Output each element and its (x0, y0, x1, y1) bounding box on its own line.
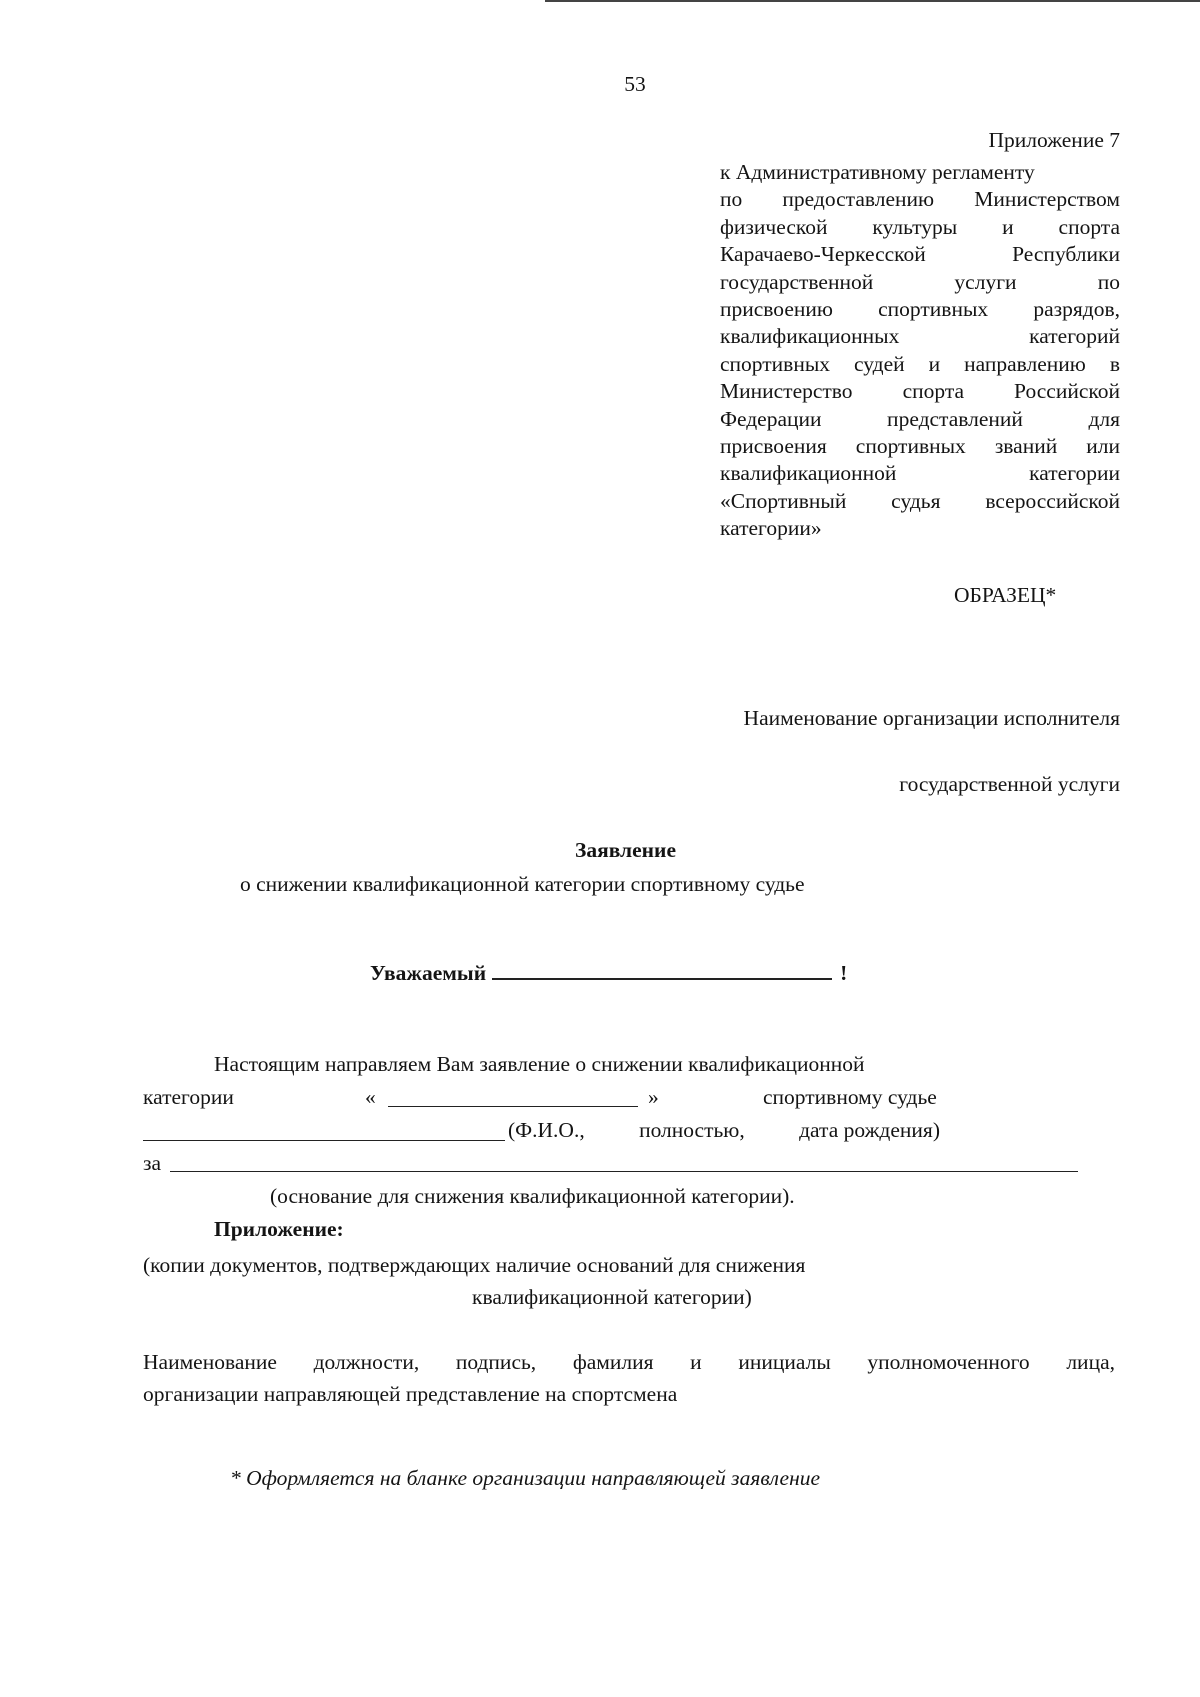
judge-text: спортивному судье (763, 1085, 937, 1109)
appendix-line: присвоению спортивных разрядов, (720, 296, 1120, 321)
basis-note: (основание для снижения квалификационной категории). (270, 1184, 795, 1208)
org-name-line-2: государственной услуги (899, 772, 1120, 796)
top-border-line (545, 0, 1200, 2)
body-text-line-1: Настоящим направляем Вам заявление о снижении квалификационной (214, 1052, 865, 1076)
appendix-line: квалификационной категории (720, 461, 1120, 486)
signature-line-2: организации направляющей представление на спортсмена (143, 1382, 678, 1406)
appendix-line: присвоения спортивных званий или (720, 433, 1120, 458)
appendix-line: физической культуры и спорта (720, 214, 1120, 239)
attachment-note-line-2: квалификационной категории) (472, 1285, 752, 1309)
appendix-title: Приложение 7 (988, 128, 1120, 152)
category-blank[interactable] (388, 1106, 638, 1107)
footnote: * Оформляется на бланке организации направляющей заявление (230, 1466, 821, 1490)
appendix-line: спортивных судей и направлению в (720, 351, 1120, 376)
appendix-line: к Административному регламенту (720, 160, 1035, 184)
sample-label: ОБРАЗЕЦ* (954, 583, 1057, 607)
category-label: категории (143, 1085, 234, 1109)
document-title: Заявление (575, 838, 676, 862)
appendix-line: категории» (720, 516, 822, 541)
appendix-line: Министерство спорта Российской (720, 379, 1120, 404)
attachment-label: Приложение: (214, 1217, 344, 1241)
basis-blank[interactable] (170, 1171, 1078, 1172)
fio-hint (508, 1118, 940, 1144)
za-label: за (143, 1151, 162, 1175)
appendix-line: по предоставлению Министерством (720, 187, 1120, 212)
quote-open: « (365, 1085, 376, 1109)
appendix-reference-block (720, 159, 1120, 542)
document-subtitle: о снижении квалификационной категории спортивному судье (240, 872, 805, 896)
recipient-name-blank[interactable] (492, 960, 832, 980)
signature-block (143, 1346, 1115, 1410)
signature-line-1: Наименование должности, подпись, фамилия и инициалы уполномоченного лица, (143, 1350, 1115, 1374)
salutation-suffix: ! (840, 961, 848, 985)
appendix-line: «Спортивный судья всероссийской (720, 488, 1120, 513)
fio-blank[interactable] (143, 1140, 505, 1141)
salutation (370, 960, 847, 987)
fio-hint-part: (Ф.И.О., (508, 1118, 585, 1142)
appendix-line: Федерации представлений для (720, 406, 1120, 431)
appendix-line: государственной услуги по (720, 269, 1120, 294)
appendix-line: квалификационных категорий (720, 324, 1120, 349)
fio-hint-part: дата рождения) (799, 1118, 940, 1142)
page-number: 53 (624, 72, 646, 96)
appendix-line: Карачаево-Черкесской Республики (720, 242, 1120, 267)
salutation-prefix: Уважаемый (370, 961, 487, 985)
org-name-line-1: Наименование организации исполнителя (743, 706, 1120, 730)
quote-close: » (648, 1085, 659, 1109)
attachment-note-line-1: (копии документов, подтверждающих наличие оснований для снижения (143, 1253, 806, 1277)
fio-hint-part: полностью, (639, 1118, 745, 1142)
